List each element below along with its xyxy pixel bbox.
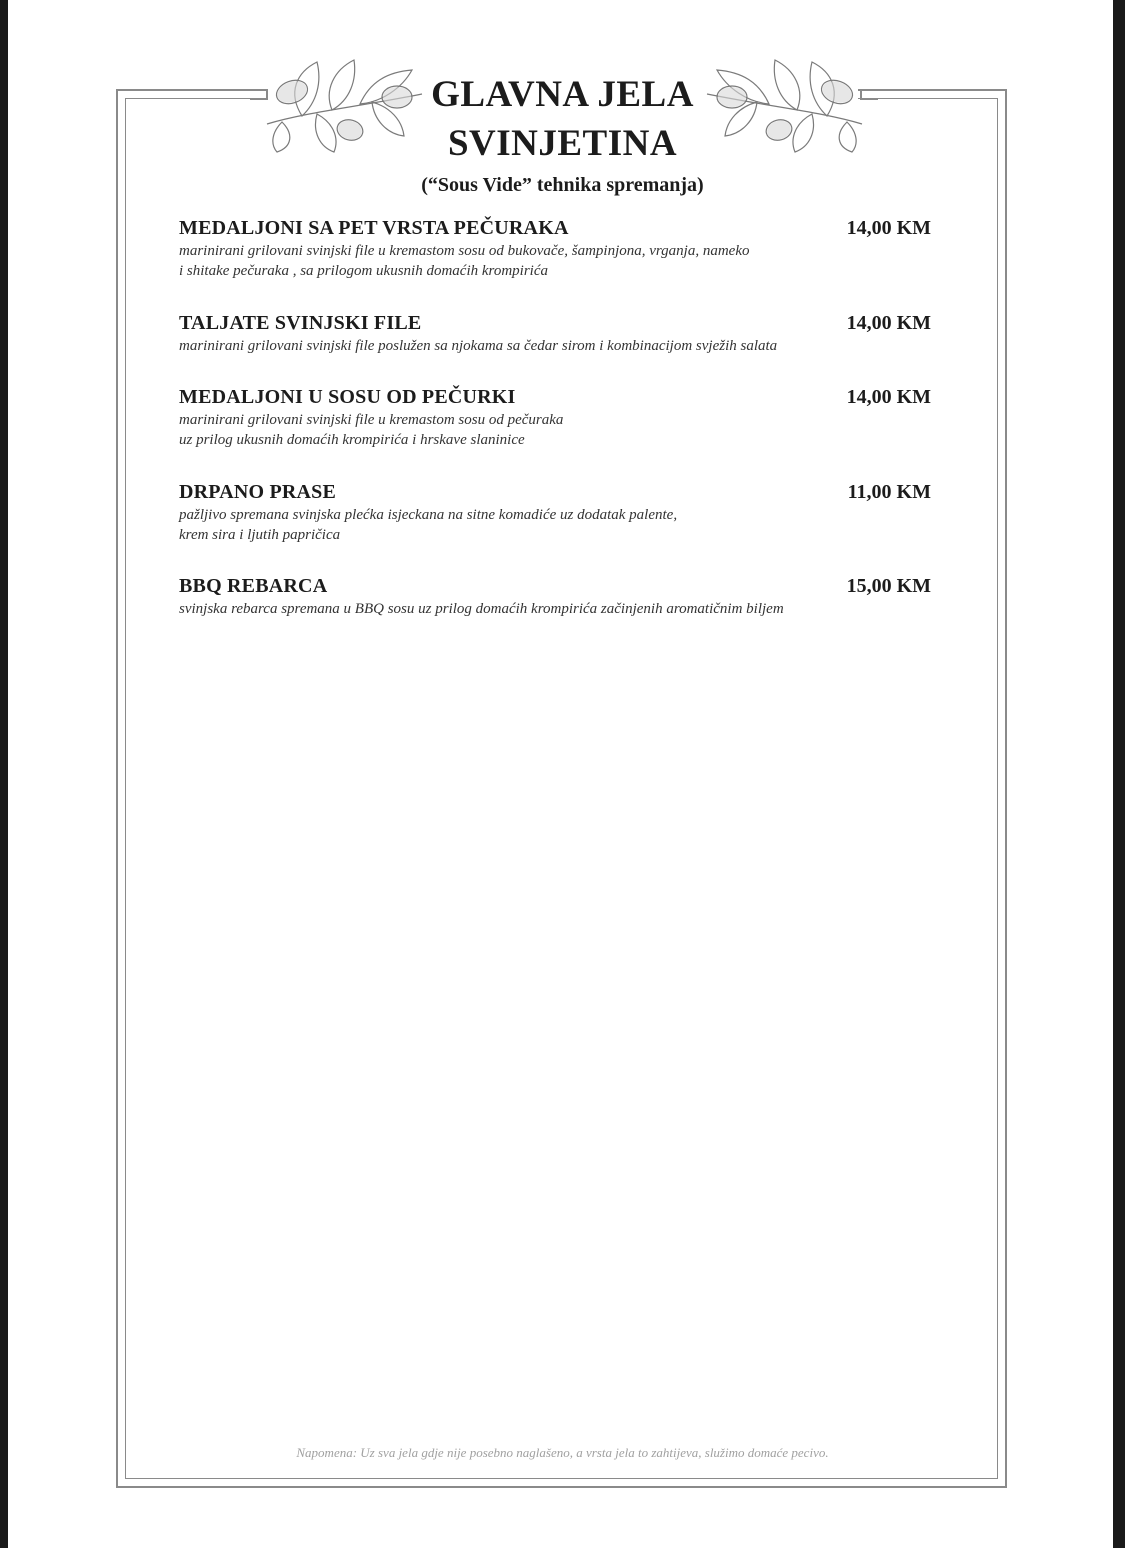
menu-item [179, 313, 939, 356]
dish-description [179, 241, 939, 281]
dish-description-line: krem sira i ljutih papričica [179, 527, 341, 543]
dish-name: BBQ REBARCA [179, 575, 328, 597]
dish-description-line: marinirani grilovani svinjski file poslužen sa njokama sa čedar sirom i kombinacijom svježih salata [179, 338, 778, 354]
dish-name: TALJATE SVINJSKI FILE [179, 312, 422, 334]
preparation-note: (“Sous Vide” tehnika spremanja) [421, 174, 704, 196]
dish-description-line: svinjska rebarca spremana u BBQ sosu uz prilog domaćih krompirića začinjenih aromatičnim biljem [179, 601, 784, 617]
footer-note: Napomena: Uz sva jela gdje nije posebno naglašeno, a vrsta jela to zahtijeva, služimo domaće pecivo. [296, 1445, 829, 1460]
dish-description-line: marinirani grilovani svinjski file u kremastom sosu od pečuraka [179, 412, 564, 428]
dish-description [179, 410, 939, 450]
page-title: GLAVNA JELA [431, 74, 694, 115]
dish-price: 15,00 KM [846, 575, 931, 597]
dish-description [179, 599, 939, 619]
right-page-edge [1113, 0, 1125, 1548]
menu-item [179, 218, 939, 281]
dish-price: 11,00 KM [847, 481, 931, 503]
dish-name: DRPANO PRASE [179, 481, 337, 503]
menu-frame-inner [125, 98, 998, 1479]
page-subtitle-category: SVINJETINA [447, 123, 678, 164]
dish-description [179, 336, 939, 356]
dish-description-line: i shitake pečuraka , sa prilogom ukusnih domaćih krompirića [179, 263, 548, 279]
dish-description-line: uz prilog ukusnih domaćih krompirića i hrskave slaninice [179, 432, 525, 448]
dish-price: 14,00 KM [846, 312, 931, 334]
menu-item [179, 576, 939, 619]
menu-item [179, 387, 939, 450]
dish-name: MEDALJONI SA PET VRSTA PEČURAKA [179, 217, 569, 239]
menu-item [179, 482, 939, 545]
dish-price: 14,00 KM [846, 386, 931, 408]
dish-price: 14,00 KM [846, 217, 931, 239]
dish-description-line: pažljivo spremana svinjska plećka isjeckana na sitne komadiće uz dodatak palente, [179, 507, 678, 523]
left-page-edge [0, 0, 8, 1548]
dish-description [179, 505, 939, 545]
dish-description-line: marinirani grilovani svinjski file u kremastom sosu od bukovače, šampinjona, vrganja, nameko [179, 243, 750, 259]
dish-name: MEDALJONI U SOSU OD PEČURKI [179, 386, 516, 408]
